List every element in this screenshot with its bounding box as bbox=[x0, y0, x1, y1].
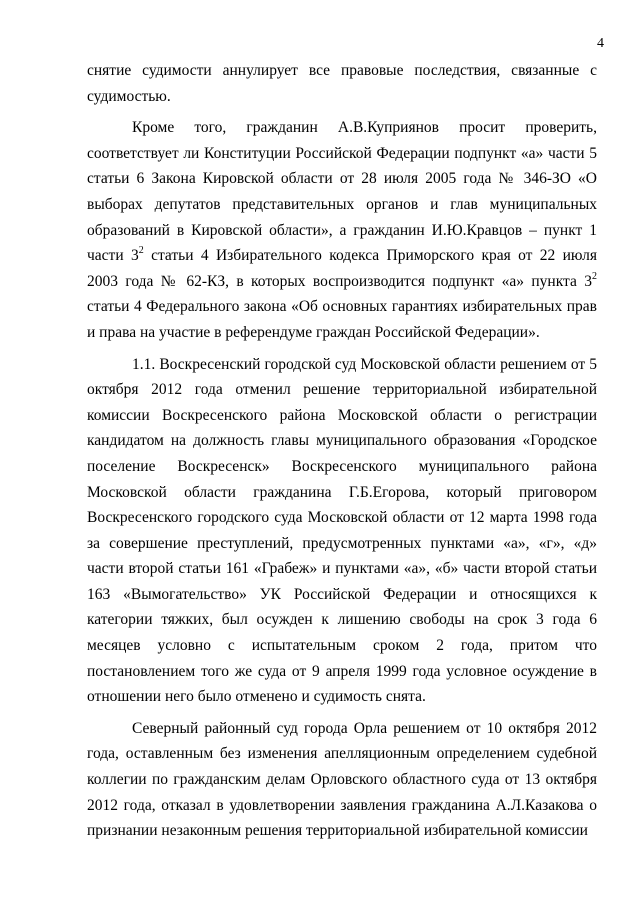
paragraph-2-part-1: Кроме того, гражданин А.В.Куприянов просит проверить, соответствует ли Конституции Российской Федерации подпункт «а» части 5 статьи 6 Закона Кировской области от 28 июля 2005 года № 346-ЗО «О выборах депутатов представительных органов и глав муниципальных образований в Кировской области», а гражданин И.Ю.Кравцов – пункт 1 части 3 bbox=[87, 119, 597, 265]
superscript-2: 2 bbox=[138, 245, 144, 256]
superscript-2: 2 bbox=[592, 270, 597, 282]
document-body bbox=[87, 58, 597, 844]
paragraph-2-part-3: статьи 4 Федерального закона «Об основных гарантиях избирательных прав и права на участие в референдуме граждан Российской Федерации». bbox=[87, 298, 597, 341]
paragraph-3: 1.1. Воскресенский городской суд Московской области решением от 5 октября 2012 года отменил решение территориальной избирательной комиссии Воскресенского района Московской области о регистрации кандидатом на должность главы муниципального образования «Городское поселение Воскресенск» Воскресенского муниципального района Московской области гражданина Г.Б.Егорова, который приговором Воскресенского городского суда Московской области от 12 марта 1998 года за совершение преступлений, предусмотренных пунктами «а», «г», «д» части второй статьи 161 «Грабеж» и пунктами «а», «б» части второй статьи 163 «Вымогательство» УК Российской Федерации и относящихся к категории тяжких, был осужден к лишению свободы на срок 3 года 6 месяцев условно с испытательным сроком 2 года, притом что постановлением того же суда от 9 апреля 1999 года условное осуждение в отношении него было отменено и судимость снята. bbox=[87, 355, 597, 706]
paragraph-4: Северный районный суд города Орла решением от 10 октября 2012 года, оставленным без изменения апелляционным определением судебной коллегии по гражданским делам Орловского областного суда от 13 октября 2012 года, отказал в удовлетворении заявления гражданина А.Л.Казакова о признании незаконным решения территориальной избирательной комиссии bbox=[87, 719, 597, 840]
page-number: 4 bbox=[597, 36, 604, 51]
paragraph-2-part-2: статьи 4 Избирательного кодекса Приморского края от 22 июля 2003 года № 62-КЗ, в которых воспроизводится подпункт «а» пункта 3 bbox=[87, 247, 597, 290]
paragraph-2 bbox=[87, 115, 597, 345]
paragraph-1: снятие судимости аннулирует все правовые последствия, связанные с судимостью. bbox=[87, 62, 597, 105]
